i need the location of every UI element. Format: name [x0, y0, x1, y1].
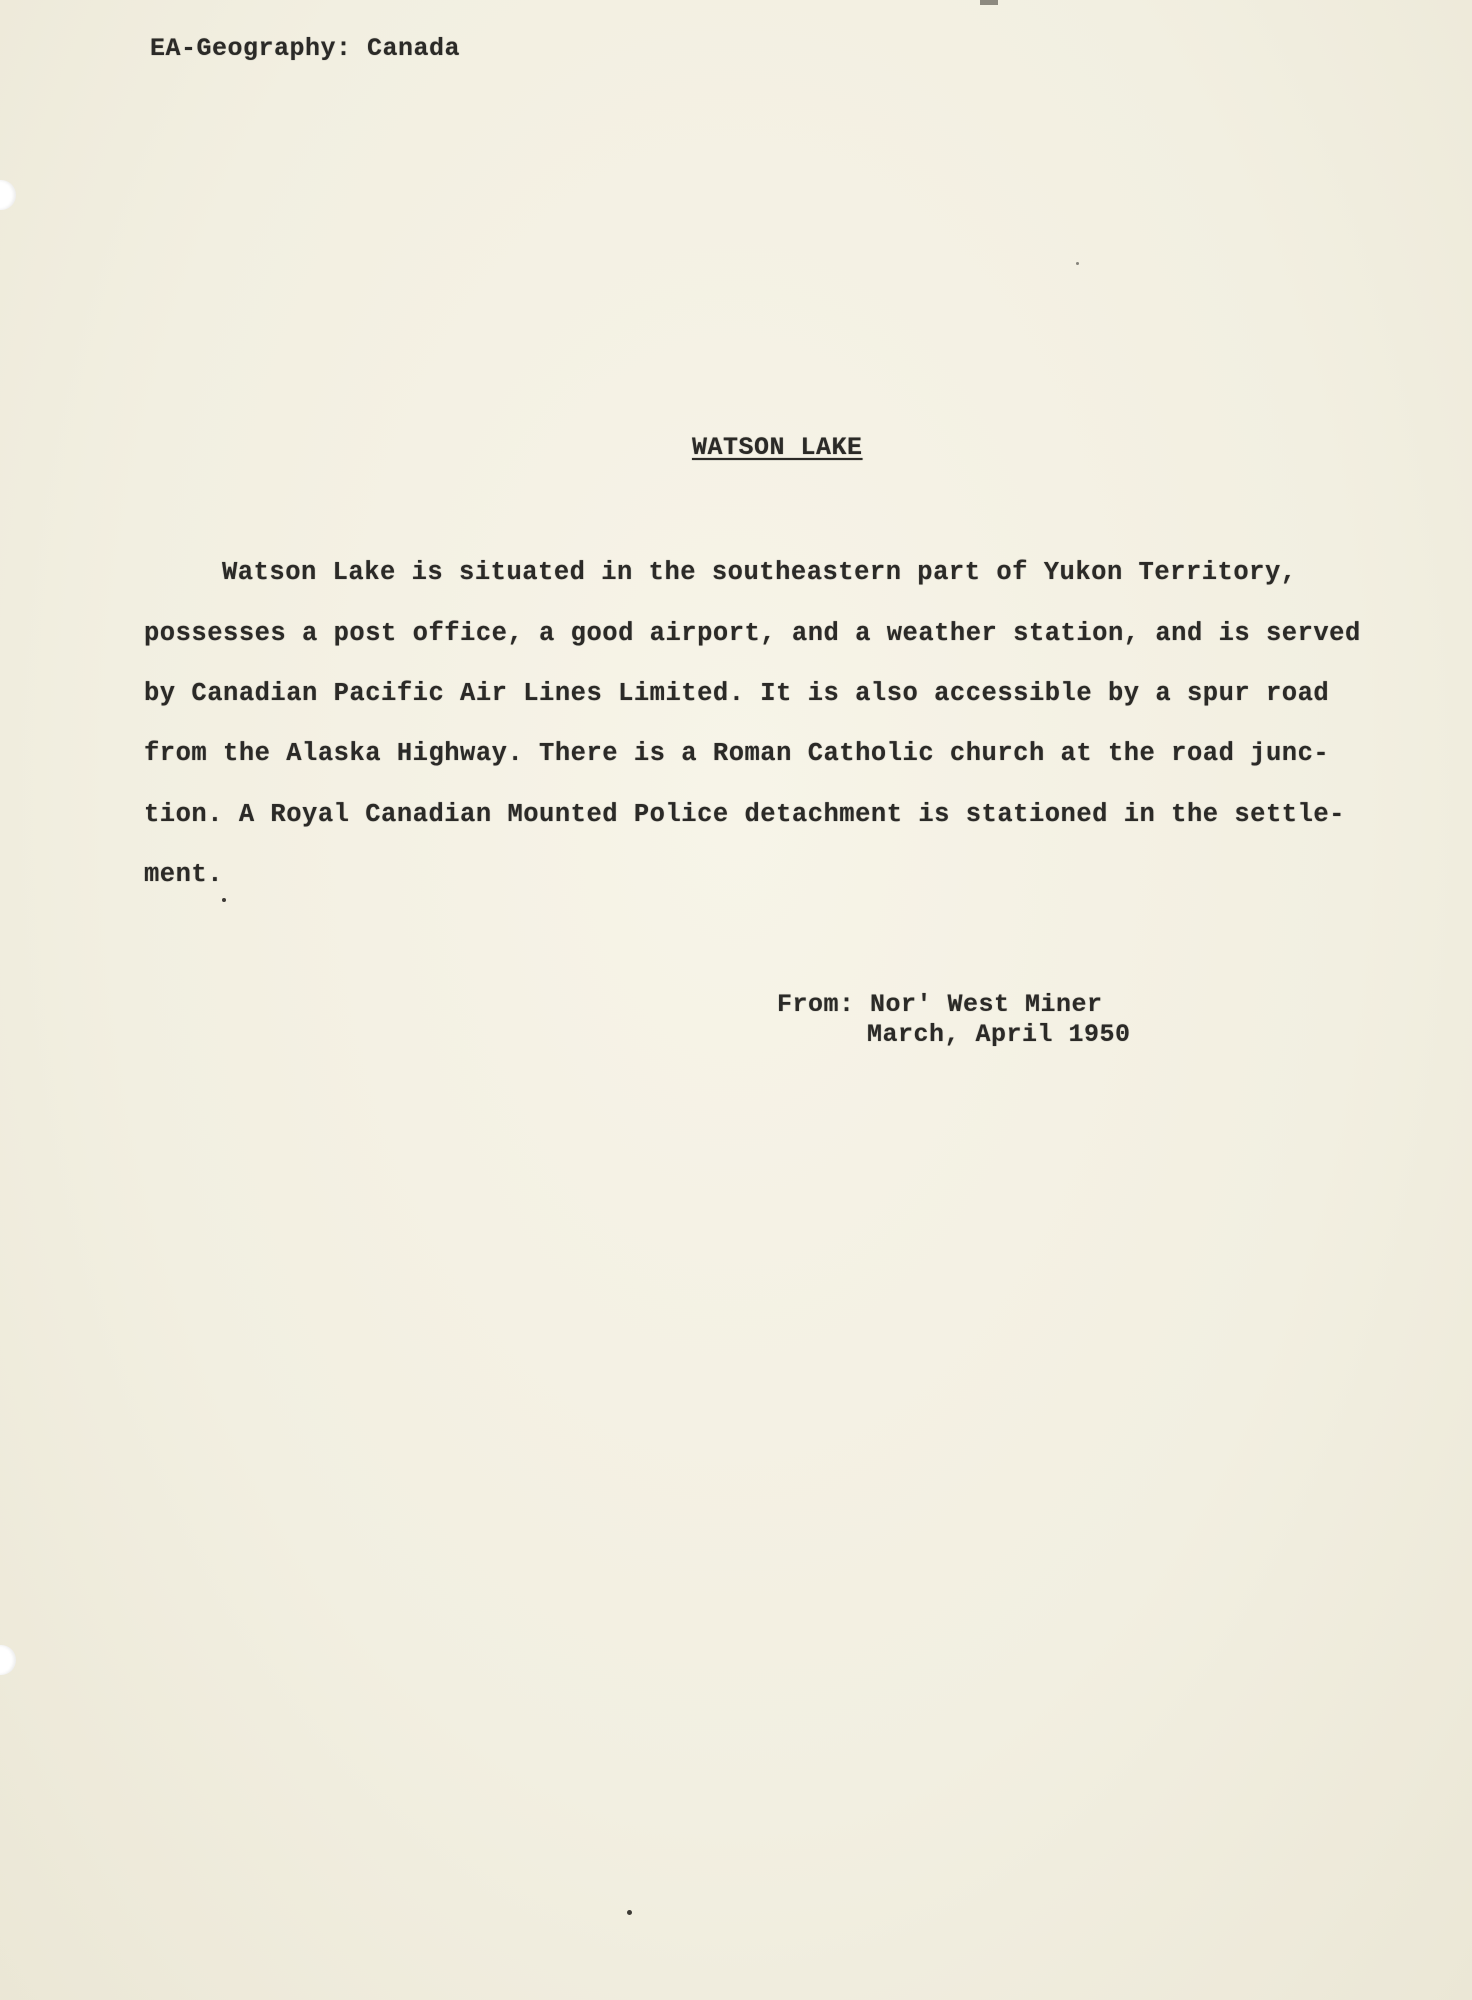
- body-line-text: by Canadian Pacific Air Lines Limited. It is also accessible by a spur road: [144, 679, 1330, 708]
- document-title: WATSON LAKE: [692, 433, 863, 462]
- ink-speck: [222, 898, 226, 902]
- body-line-text: tion. A Royal Canadian Mounted Police detachment is stationed in the settle-: [144, 800, 1345, 829]
- body-line-text: possesses a post office, a good airport, and a weather station, and is served: [144, 619, 1361, 648]
- staple-mark: [980, 0, 998, 5]
- source-date: March, April 1950: [867, 1020, 1131, 1049]
- header-category: EA-Geography: Canada: [150, 34, 461, 63]
- body-line-text: Watson Lake is situated in the southeastern part of Yukon Territory,: [222, 558, 1297, 587]
- body-line-text: ment.: [144, 860, 224, 889]
- ink-speck: [627, 1910, 632, 1915]
- body-line-text: from the Alaska Highway. There is a Roman Catholic church at the road junc-: [144, 739, 1330, 768]
- binder-hole-bottom: [0, 1645, 16, 1675]
- binder-hole-top: [0, 180, 16, 210]
- ink-speck: [1076, 262, 1079, 265]
- source-from: From: Nor' West Miner: [777, 990, 1103, 1019]
